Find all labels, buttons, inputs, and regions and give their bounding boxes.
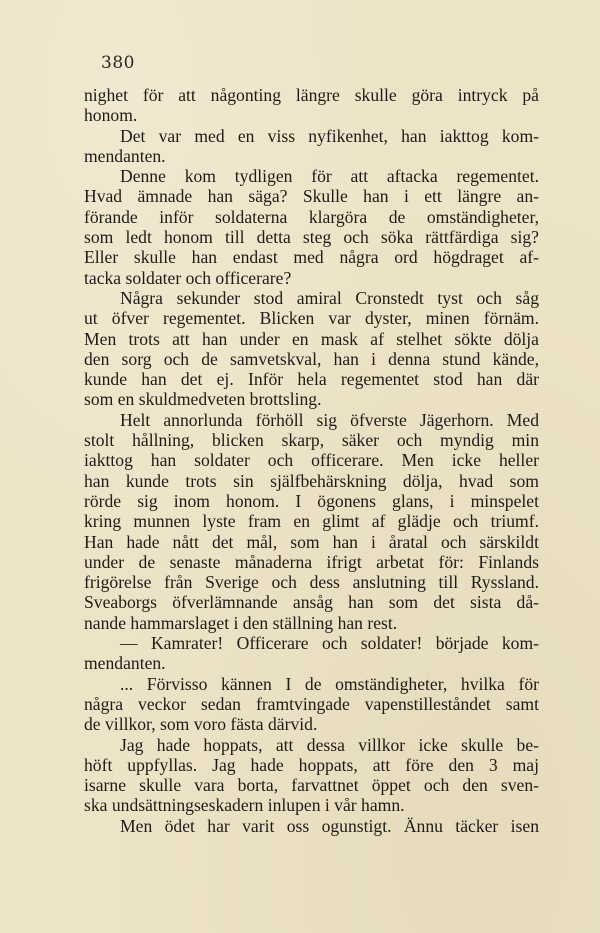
text-line: ut öfver regementet. Blicken var dyster, minen förnäm.	[84, 308, 539, 329]
text-line: förande inför soldaterna klargöra de omständigheter,	[84, 206, 539, 227]
text-line: rörde sig inom honom. I ögonens glans, i minspelet	[84, 490, 539, 511]
text-line: Men ödet har varit oss ogunstigt. Ännu täcker isen	[120, 815, 539, 836]
text-line: honom.	[84, 105, 138, 126]
text-line: — Kamrater! Officerare och soldater! började kom-	[120, 633, 539, 654]
text-line: Helt annorlunda förhöll sig öfverste Jägerhorn. Med	[120, 409, 539, 430]
text-line: mendanten.	[84, 145, 166, 166]
text-line: mendanten.	[84, 653, 166, 674]
text-line: Sveaborgs öfverlämnande ansåg han som det sista då-	[84, 592, 539, 613]
text-line: stolt hållning, blicken skarp, säker och myndig min	[84, 430, 539, 451]
text-line: Denne kom tydligen för att aftacka regementet.	[120, 166, 539, 187]
text-line: nighet för att någonting längre skulle göra intryck på	[84, 85, 539, 105]
text-line: kunde han det ej. Inför hela regementet stod han där	[84, 369, 539, 390]
text-line: kring munnen lyste fram en glimt af glädje och triumf.	[84, 511, 539, 532]
text-line: några veckor sedan framtvingade vapenstilleståndet samt	[84, 693, 539, 714]
text-line: Men trots att han under en mask af stelhet sökte dölja	[84, 328, 539, 349]
text-line: den sorg och de samvetskval, han i denna stund kände,	[84, 348, 539, 369]
text-line: som ledt honom till detta steg och söka rättfärdiga sig?	[84, 227, 539, 248]
text-line: höft uppfyllas. Jag hade hoppats, att före den 3 maj	[84, 754, 539, 775]
text-line: som en skuldmedveten brottsling.	[84, 389, 322, 410]
text-line: under de senaste månaderna ifrigt arbetat för: Finlands	[84, 551, 539, 572]
text-line: iakttog han soldater och officerare. Men icke heller	[84, 450, 539, 471]
text-line: ska undsättningseskadern inlupen i vår hamn.	[84, 795, 405, 816]
body-text	[84, 85, 539, 836]
text-line: nande hammarslaget i den ställning han rest.	[84, 612, 398, 633]
text-line: Eller skulle han endast med några ord högdraget af-	[84, 247, 539, 268]
text-line: Det var med en viss nyfikenhet, han iakttog kom-	[120, 125, 539, 146]
text-line: han kunde trots sin själfbehärskning dölja, hvad som	[84, 470, 539, 491]
page-number: 380	[101, 53, 135, 73]
text-line: isarne skulle vara borta, farvattnet öppet och den sven-	[84, 775, 539, 796]
text-line: tacka soldater och officerare?	[84, 267, 292, 288]
text-line: ... Förvisso kännen I de omständigheter, hvilka för	[120, 673, 539, 694]
text-line: Några sekunder stod amiral Cronstedt tyst och såg	[120, 287, 539, 308]
text-line: Hvad ämnade han säga? Skulle han i ett längre an-	[84, 186, 539, 207]
text-line: Han hade nått det mål, som han i åratal och särskildt	[84, 531, 539, 552]
text-line: frigörelse från Sverige och dess anslutning till Ryssland.	[84, 572, 539, 593]
text-line: Jag hade hoppats, att dessa villkor icke skulle be-	[120, 734, 539, 755]
text-line: de villkor, som voro fästa därvid.	[84, 714, 318, 735]
